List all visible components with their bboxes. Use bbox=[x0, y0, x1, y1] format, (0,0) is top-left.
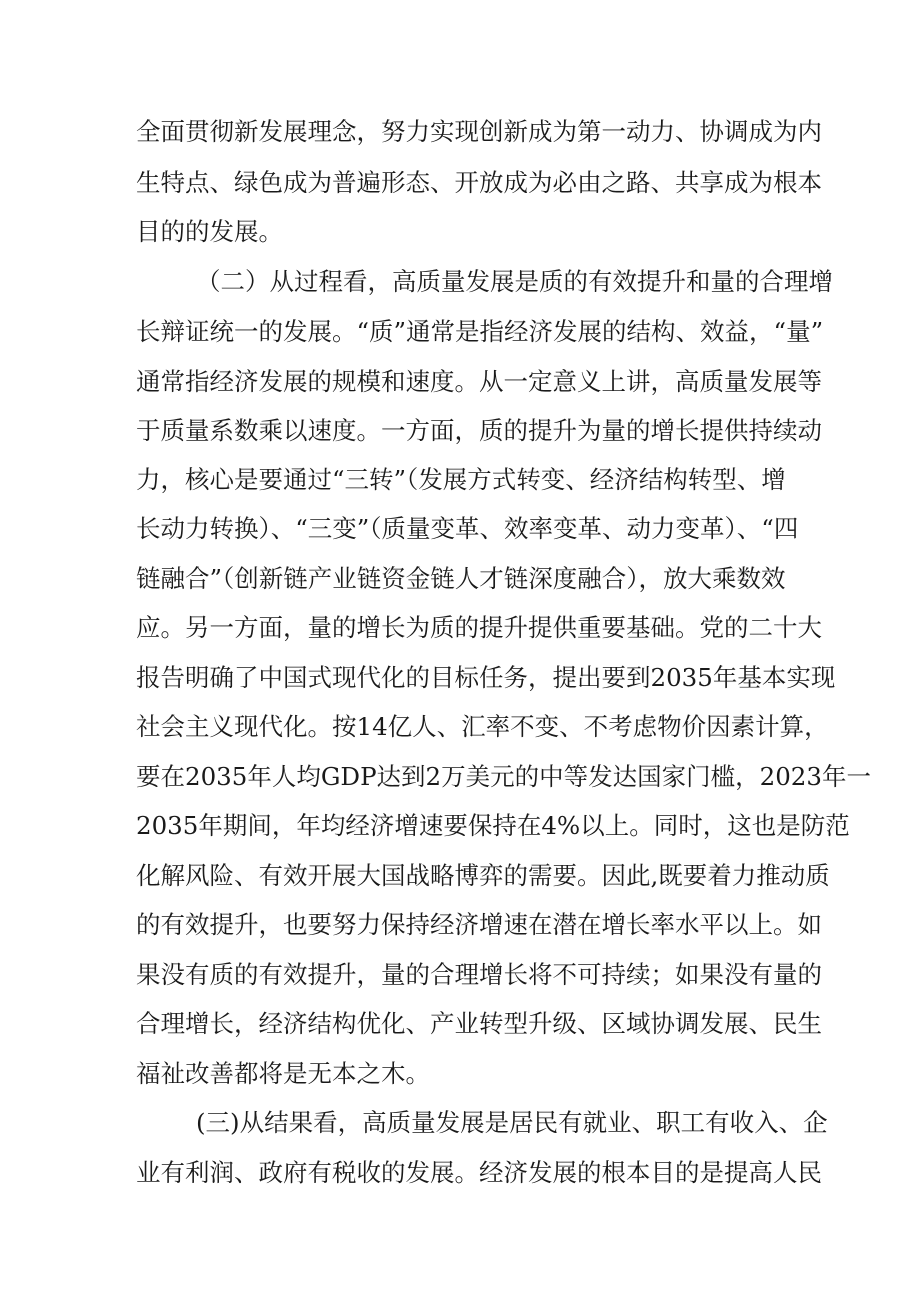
text-line: 力，核心是要通过“三转”（发展方式转变、经济结构转型、增 bbox=[136, 465, 786, 494]
text-line: 合理增长，经济结构优化、产业转型升级、区域协调发展、民生 bbox=[136, 1009, 822, 1038]
text-line: 的有效提升，也要努力保持经济增速在潜在增长率水平以上。如 bbox=[136, 910, 822, 939]
text-line: 全面贯彻新发展理念，努力实现创新成为第一动力、协调成为内 bbox=[136, 117, 822, 146]
text-line: 报告明确了中国式现代化的目标任务，提出要到2035年基本实现 bbox=[136, 663, 836, 692]
paragraph-2-first-line: （二）从过程看，高质量发展是质的有效提升和量的合理增 bbox=[196, 267, 833, 296]
text-line: 社会主义现代化。按14亿人、汇率不变、不考虑物价因素计算， bbox=[136, 712, 829, 741]
text-line: 长辩证统一的发展。“质”通常是指经济发展的结构、效益，“量” bbox=[136, 317, 824, 346]
text-line: 链融合”（创新链产业链资金链人才链深度融合），放大乘数效 bbox=[136, 564, 786, 593]
text-line: 业有利润、政府有税收的发展。经济发展的根本目的是提高人民 bbox=[136, 1158, 822, 1187]
paragraph-3-first-line: (三)从结果看，高质量发展是居民有就业、职工有收入、企 bbox=[196, 1108, 828, 1137]
text-line: 长动力转换）、“三变”（质量变革、效率变革、动力变革）、“四 bbox=[136, 514, 799, 543]
text-line: 2035年期间，年均经济增速要保持在4%以上。同时，这也是防范 bbox=[136, 811, 850, 840]
text-line: 目的的发展。 bbox=[136, 217, 283, 246]
text-line: 应。另一方面，量的增长为质的提升提供重要基础。党的二十大 bbox=[136, 613, 822, 642]
text-line: 要在2035年人均GDP达到2万美元的中等发达国家门槛，2023年一 bbox=[136, 762, 871, 791]
text-line: 果没有质的有效提升，量的合理增长将不可持续；如果没有量的 bbox=[136, 960, 822, 989]
text-line: 通常指经济发展的规模和速度。从一定意义上讲，高质量发展等 bbox=[136, 367, 822, 396]
text-line: 于质量系数乘以速度。一方面，质的提升为量的增长提供持续动 bbox=[136, 416, 822, 445]
text-line: 福祉改善都将是无本之木。 bbox=[136, 1059, 430, 1088]
text-line: 化解风险、有效开展大国战略博弈的需要。因此,既要着力推动质 bbox=[136, 861, 830, 890]
text-line: 生特点、绿色成为普遍形态、开放成为必由之路、共享成为根本 bbox=[136, 168, 822, 197]
